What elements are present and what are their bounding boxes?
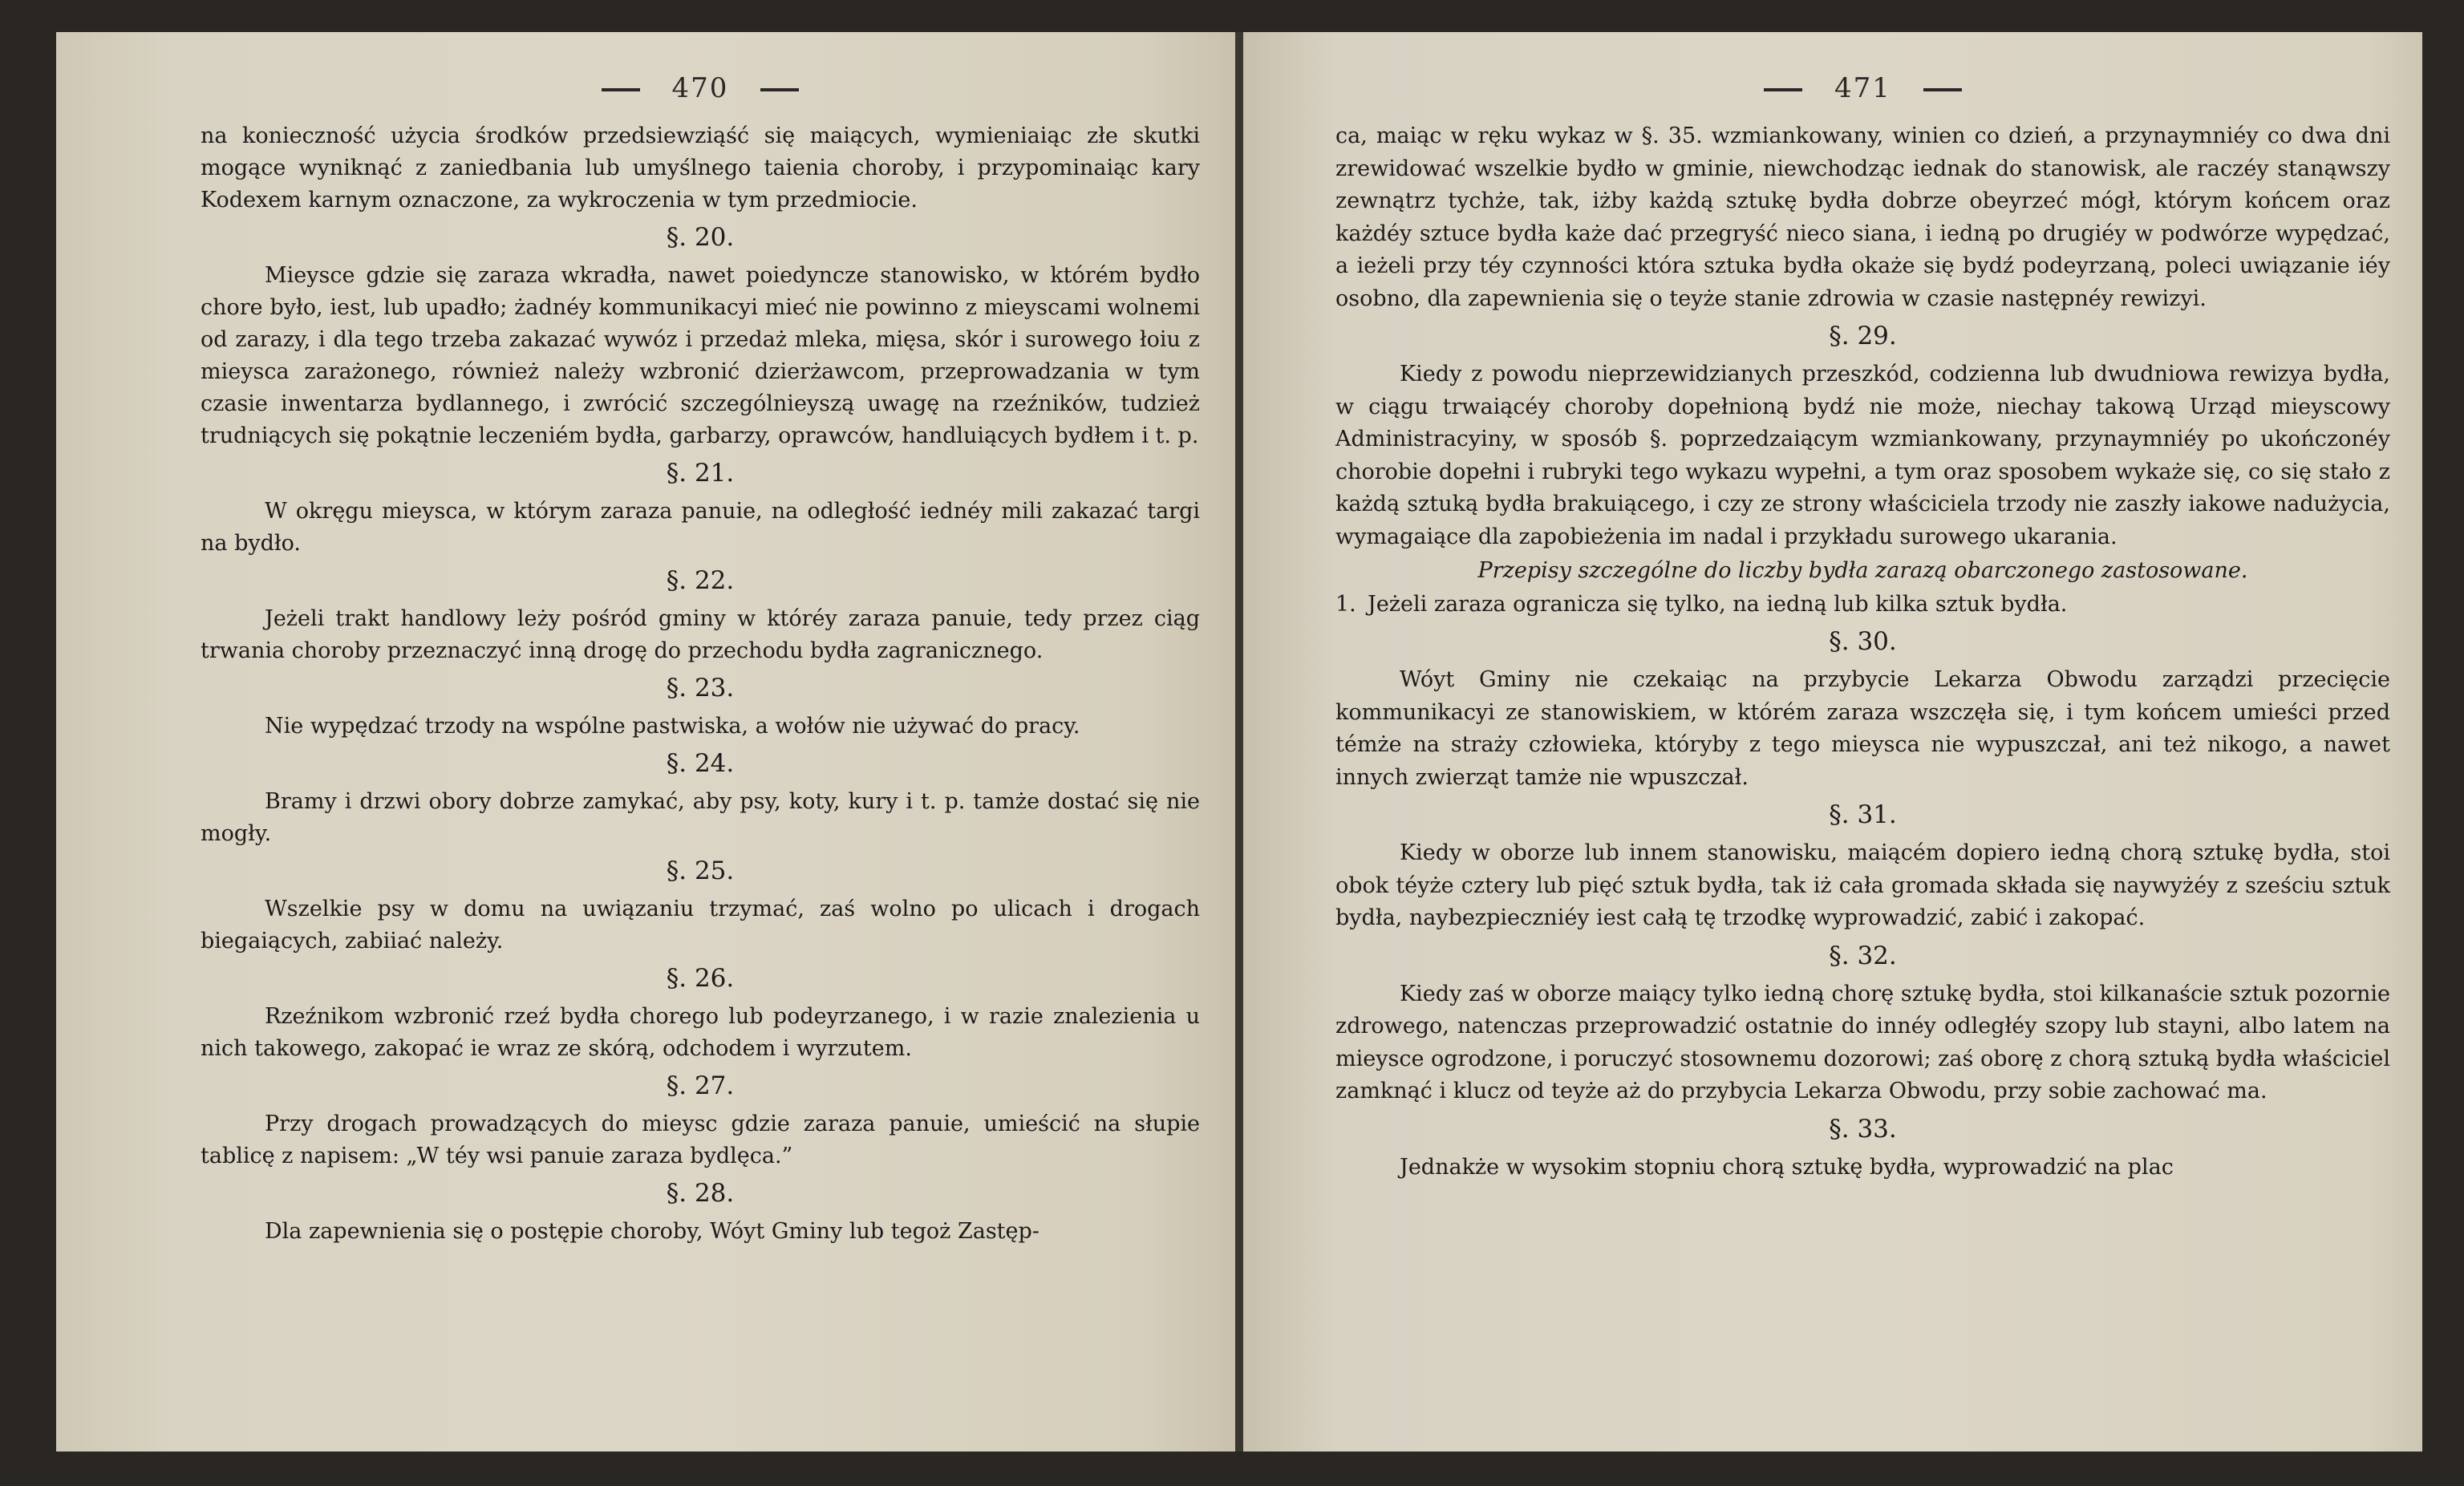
italic-subheading: Przepisy szczególne do liczby bydła zarazą obarczonego zastosowane. <box>1477 558 2248 583</box>
page-text <box>201 120 1200 1248</box>
section-heading: §. 22. <box>666 566 735 595</box>
book-spread <box>56 32 2422 1452</box>
paragraph: na konieczność użycia środków przedsiewziąść się maiących, wymieniaiąc złe skutki mogące wyniknąć z zaniedbania lub umyślnego taienia choroby, i przypominaiąc kary Kodexem karnym oznaczone, za wykroczenia w tym przedmiocie. <box>201 123 1200 213</box>
paragraph: Przy drogach prowadzących do mieysc gdzie zaraza panuie, umieścić na słupie tablicę z napisem: „W téy wsi panuie zaraza bydlęca.” <box>201 1111 1200 1168</box>
paragraph: Wóyt Gminy nie czekaiąc na przybycie Lekarza Obwodu zarządzi przecięcie kommunikacyi ze stanowiskiem, w którém zaraza wszczęła się, i tym końcem umieści przed témże na straży człowieka, któryby z tego mieysca nie wypuszczał, ani też nikogo, a nawet innych zwierząt tamże nie wpuszczał. <box>1335 667 2390 790</box>
paragraph: Kiedy zaś w oborze maiący tylko iedną chorę sztukę bydła, stoi kilkanaście sztuk pozornie zdrowego, natenczas przeprowadzić ostatnie do innéy odległéy szopy lub stayni, albo latem na mieysce ogrodzone, i poruczyć stosownemu dozorowi; zaś oborę z chorą sztuką bydła właściciel zamknąć i klucz od teyże aż do przybycia Lekarza Obwodu, przy sobie zachować ma. <box>1335 981 2390 1103</box>
section-heading: §. 25. <box>666 856 735 885</box>
section-heading: §. 31. <box>1829 800 1897 829</box>
header-dash <box>1923 88 1962 91</box>
paragraph: Dla zapewnienia się o postępie choroby, Wóyt Gminy lub tegoż Zastęp- <box>265 1219 1040 1244</box>
section-heading: §. 30. <box>1829 627 1897 656</box>
section-heading: §. 26. <box>666 964 735 993</box>
paragraph: ca, maiąc w ręku wykaz w §. 35. wzmiankowany, winien co dzień, a przynaymniéy co dwa dni zrewidować wszelkie bydło w gminie, niewchodząc iednak do stanowisk, ale raczéy stanąwszy zewnątrz tychże, tak, iżby każdą sztukę bydła dobrze obeyrzeć mógł, którym końcem oraz każdéy sztuce bydła każe dać przegryść nieco siana, i iedną po drugiéy w podwórze wypędzać, a ieżeli przy téy czynności która sztuka bydła okaże się bydź podeyrzaną, poleci uwiązanie iéy osobno, dla zapewnienia się o teyże stanie zdrowia w czasie następnéy rewizyi. <box>1335 123 2390 311</box>
header-dash <box>602 88 640 91</box>
section-heading: §. 24. <box>666 749 735 778</box>
section-heading: §. 23. <box>666 674 735 703</box>
page-number: 470 <box>671 72 729 104</box>
paragraph: Jednakże w wysokim stopniu chorą sztukę bydła, wyprowadzić na plac <box>1400 1154 2174 1180</box>
section-heading: §. 29. <box>1829 322 1897 350</box>
paragraph: Mieysce gdzie się zaraza wkradła, nawet poiedyncze stanowisko, w którém bydło chore było, iest, lub upadło; żadnéy kommunikacyi mieć nie powinno z mieyscami wolnemi od zarazy, i dla tego trzeba zakazać wywóz i przedaż mleka, mięsa, skór i surowego łoiu z mieysca zarażonego, również należy wzbronić dzierżawcom, przeprowadzania w tym czasie inwentarza bydlannego, i zwrócić szczególnieyszą uwagę na rzeźników, tudzież trudniących się pokątnie leczeniém bydła, garbarzy, oprawców, handluiących bydłem i t. p. <box>201 263 1200 448</box>
paragraph: Jeżeli trakt handlowy leży pośród gminy w któréy zaraza panuie, tedy przez ciąg trwania choroby przeznaczyć inną drogę do przechodu bydła zagranicznego. <box>201 606 1200 663</box>
left-page <box>56 32 1235 1452</box>
right-page <box>1243 32 2422 1452</box>
paragraph: Nie wypędzać trzody na wspólne pastwiska, a wołów nie używać do pracy. <box>265 714 1080 739</box>
numbered-item <box>1335 589 2390 621</box>
header-dash <box>1764 88 1802 91</box>
paragraph: Bramy i drzwi obory dobrze zamykać, aby psy, koty, kury i t. p. tamże dostać się nie mogły. <box>201 789 1200 846</box>
item-text: Jeżeli zaraza ogranicza się tylko, na iedną lub kilka sztuk bydła. <box>1368 592 2068 617</box>
item-number: 1. <box>1335 592 1356 617</box>
paragraph: Kiedy z powodu nieprzewidzianych przeszkód, codzienna lub dwudniowa rewizya bydła, w ciągu trwaiącéy choroby dopełnioną bydź nie może, niechay takową Urząd mieyscowy Administracyiny, w sposób §. poprzedzaiącym wzmiankowany, przynaymniéy po ukończonéy chorobie dopełni i rubryki tego wykazu wypełni, a tym oraz sposobem wykaże się, co się stało z każdą sztuką bydła brakuiącego, i czy ze strony właściciela trzody nie zaszły iakowe nadużycia, wymagaiące dla zapobieżenia im nadal i przykładu surowego ukarania. <box>1335 362 2390 549</box>
section-heading: §. 21. <box>666 459 735 488</box>
section-heading: §. 33. <box>1829 1114 1897 1144</box>
page-text <box>1335 120 2390 1184</box>
paragraph: W okręgu mieysca, w którym zaraza panuie, na odległość iednéy mili zakazać targi na bydło. <box>201 499 1200 556</box>
book-gutter <box>1235 32 1243 1452</box>
section-heading: §. 28. <box>666 1179 735 1208</box>
paragraph: Wszelkie psy w domu na uwiązaniu trzymać, zaś wolno po ulicach i drogach biegaiących, zabiiać należy. <box>201 897 1200 954</box>
page-header <box>201 72 1200 104</box>
section-heading: §. 20. <box>666 223 735 252</box>
page-header <box>1335 72 2390 104</box>
page-number: 471 <box>1834 72 1891 104</box>
paragraph: Rzeźnikom wzbronić rzeź bydła chorego lub podeyrzanego, i w razie znalezienia u nich takowego, zakopać ie wraz ze skórą, odchodem i wyrzutem. <box>201 1004 1200 1061</box>
section-heading: §. 27. <box>666 1071 735 1100</box>
header-dash <box>760 88 799 91</box>
section-heading: §. 32. <box>1829 941 1897 970</box>
paragraph: Kiedy w oborze lub innem stanowisku, maiącém dopiero iedną chorą sztukę bydła, stoi obok téyże cztery lub pięć sztuk bydła, tak iż cała gromada składa się naywyżéy z sześciu sztuk bydła, naybezpieczniéy iest całą tę trzodkę wyprowadzić, zabić i zakopać. <box>1335 840 2390 930</box>
